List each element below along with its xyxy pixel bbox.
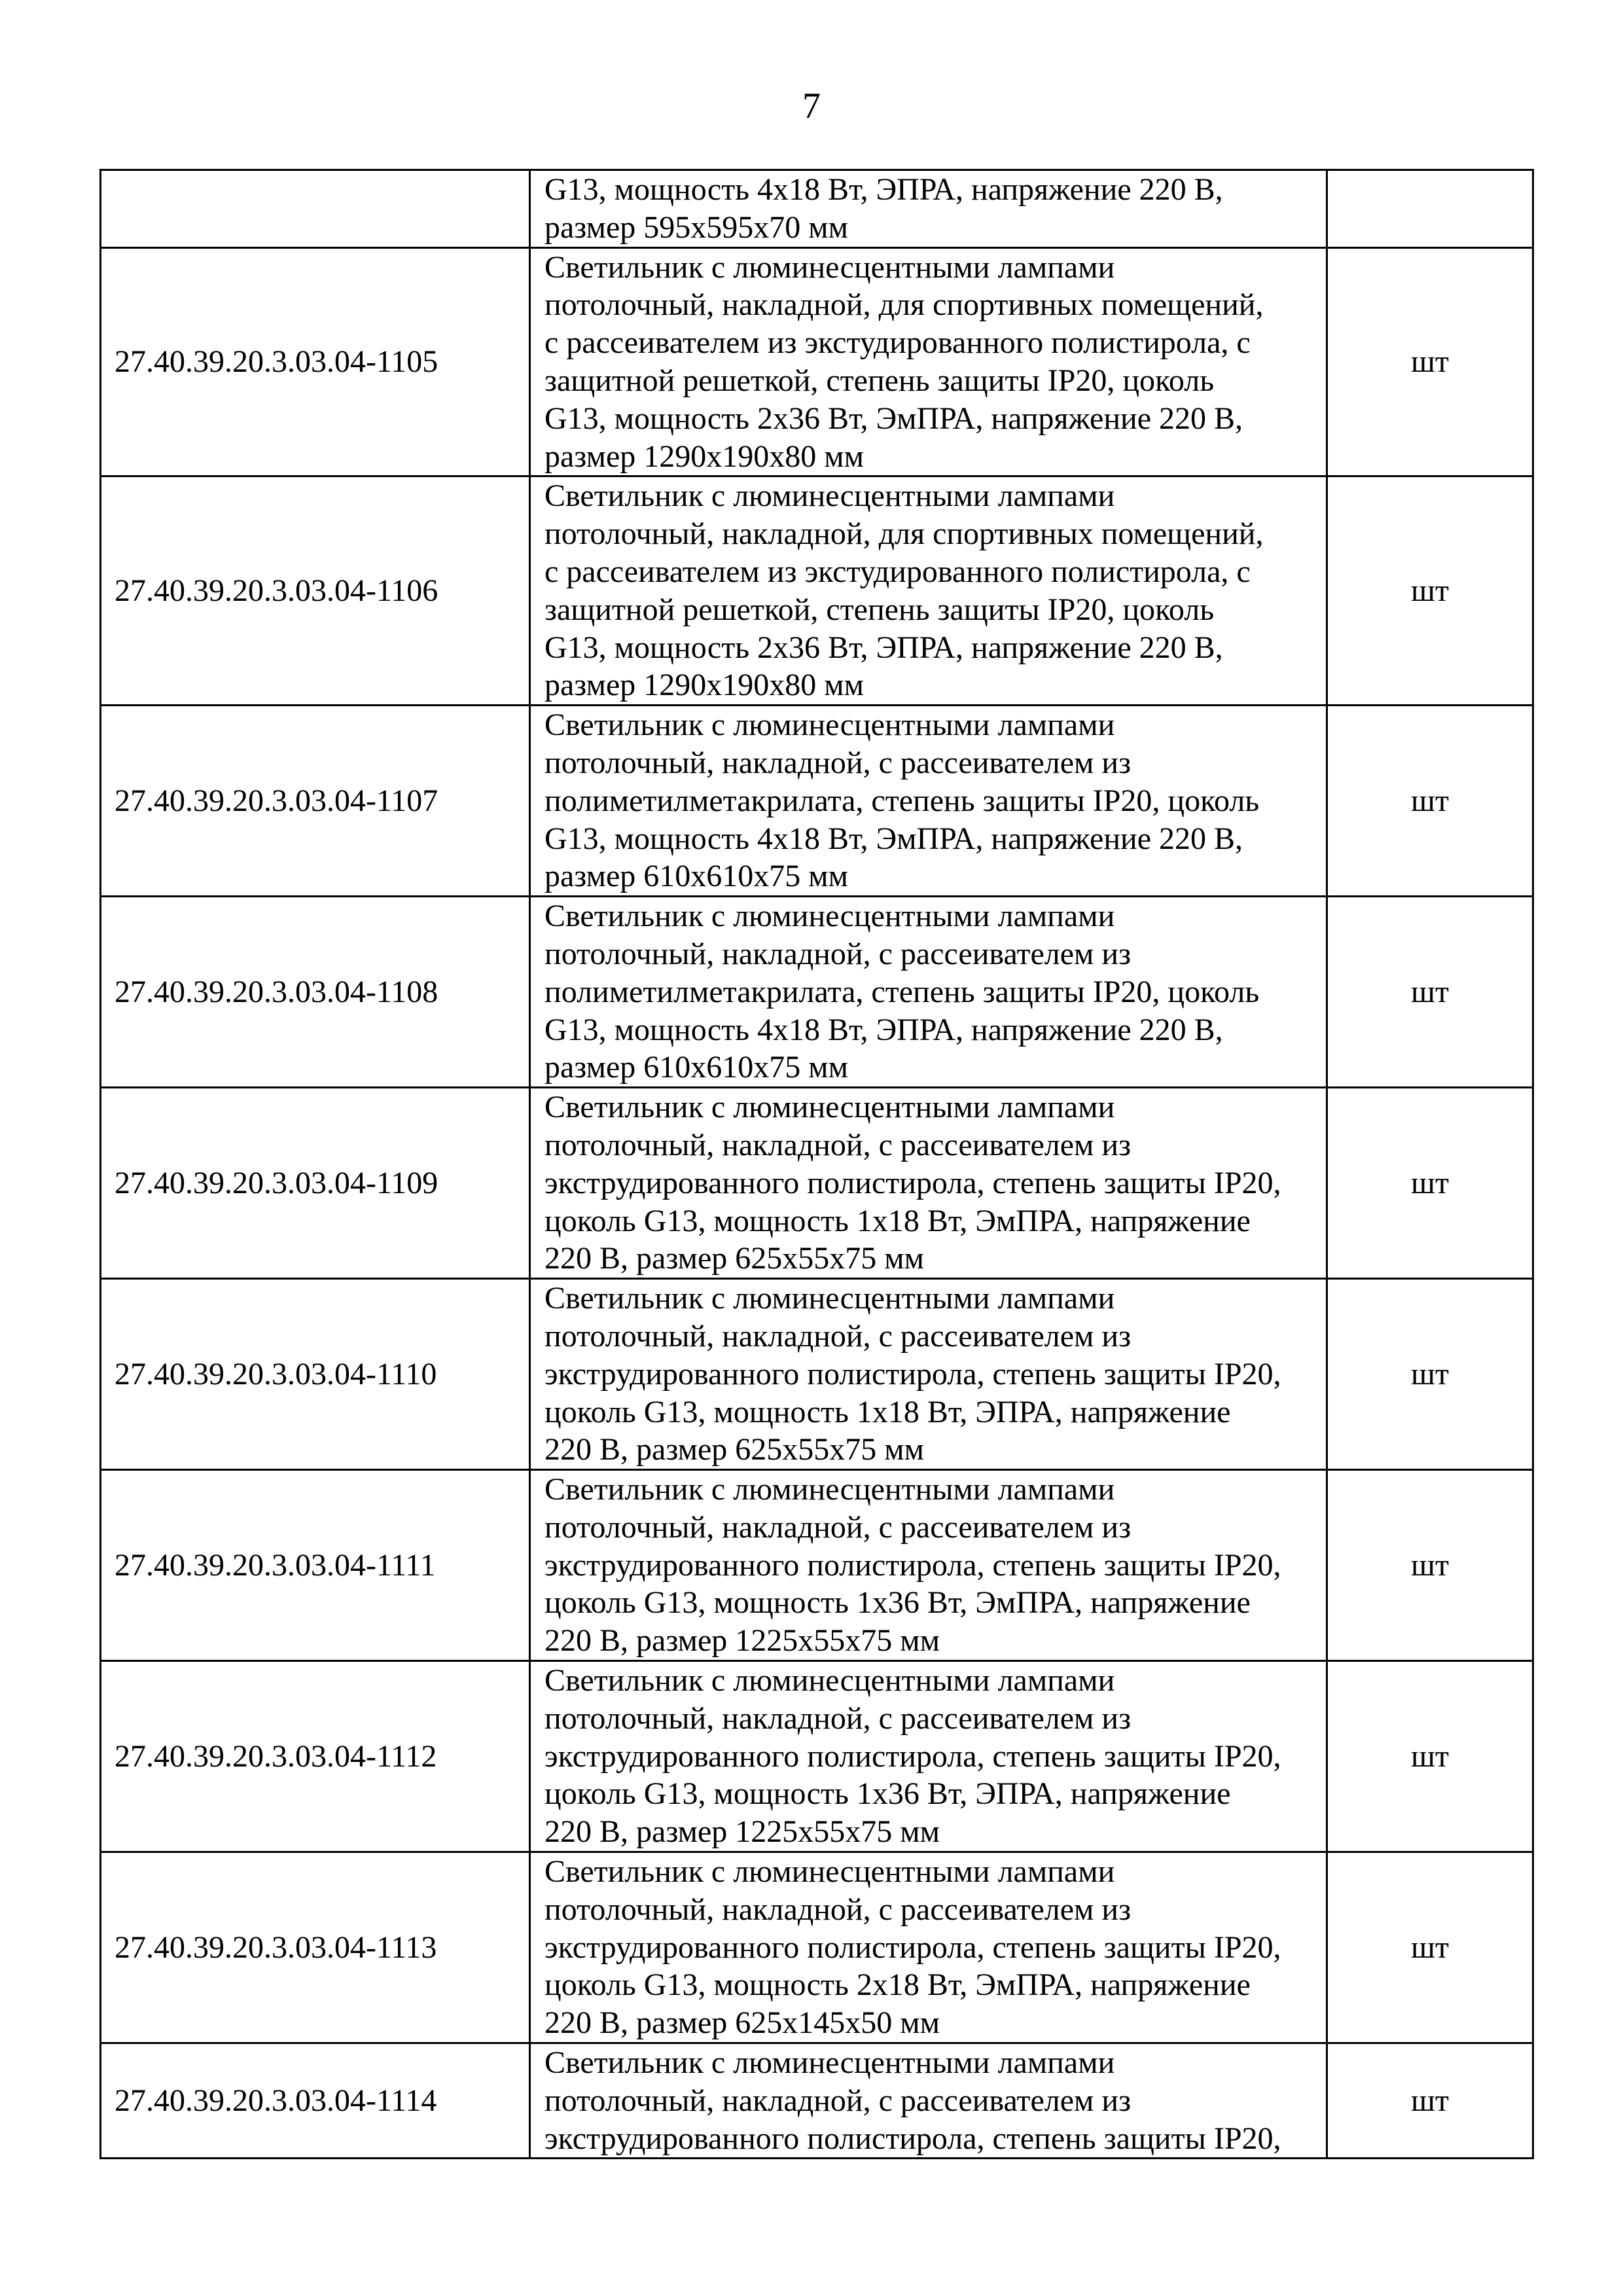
- resource-code-cell: 27.40.39.20.3.03.04-1113: [101, 1852, 530, 2043]
- table-row: [101, 1279, 1533, 1470]
- unit-cell: шт: [1327, 247, 1533, 476]
- table-row: [101, 706, 1533, 897]
- description-line: полиметилметакрилата, степень защиты IP20, цоколь: [544, 783, 1260, 818]
- table-row: [101, 170, 1533, 248]
- description-line: Светильник с люминесцентными лампами: [544, 1663, 1115, 1698]
- page-number: 7: [802, 86, 821, 126]
- resource-description-cell: [530, 1852, 1327, 2043]
- description-line: потолочный, накладной, для спортивных помещений,: [544, 287, 1264, 323]
- resource-code-cell: 27.40.39.20.3.03.04-1111: [101, 1470, 530, 1661]
- description-line: Светильник с люминесцентными лампами: [544, 708, 1115, 743]
- description-line: G13, мощность 2x36 Вт, ЭмПРА, напряжение 220 В,: [544, 401, 1243, 436]
- resource-code-cell: [101, 170, 530, 248]
- unit-cell: шт: [1327, 476, 1533, 706]
- description-line: G13, мощность 2x36 Вт, ЭПРА, напряжение 220 В,: [544, 630, 1223, 665]
- description-line: 220 В, размер 625x55x75 мм: [544, 1241, 925, 1276]
- unit-cell: [1327, 170, 1533, 248]
- resource-description-cell: [530, 170, 1327, 248]
- description-line: потолочный, накладной, с рассеивателем из: [544, 1509, 1132, 1545]
- resource-code-cell: 27.40.39.20.3.03.04-1107: [101, 706, 530, 897]
- description-line: экструдированного полистирола, степень защиты IP20,: [544, 1738, 1281, 1774]
- table-row: [101, 1852, 1533, 2043]
- description-line: полиметилметакрилата, степень защиты IP20, цоколь: [544, 974, 1260, 1009]
- description-line: цоколь G13, мощность 1x18 Вт, ЭмПРА, напряжение: [544, 1203, 1251, 1238]
- description-line: защитной решеткой, степень защиты IP20, цоколь: [544, 592, 1215, 627]
- resource-table: [99, 169, 1534, 2159]
- resource-description-cell: [530, 247, 1327, 476]
- table-row: [101, 1661, 1533, 1852]
- description-line: Светильник с люминесцентными лампами: [544, 1472, 1115, 1507]
- description-line: цоколь G13, мощность 2x18 Вт, ЭмПРА, напряжение: [544, 1967, 1251, 2003]
- description-line: 220 В, размер 1225x55x75 мм: [544, 1814, 940, 1850]
- unit-cell: шт: [1327, 1852, 1533, 2043]
- description-line: потолочный, накладной, с рассеивателем из: [544, 1127, 1132, 1162]
- description-line: цоколь G13, мощность 1x18 Вт, ЭПРА, напряжение: [544, 1394, 1231, 1429]
- description-line: потолочный, накладной, с рассеивателем из: [544, 936, 1132, 971]
- description-line: G13, мощность 4x18 Вт, ЭмПРА, напряжение 220 В,: [544, 821, 1243, 856]
- resource-table-body: [101, 170, 1533, 2159]
- description-line: цоколь G13, мощность 1x36 Вт, ЭПРА, напряжение: [544, 1776, 1231, 1812]
- resource-description-cell: [530, 897, 1327, 1088]
- resource-description-cell: [530, 1661, 1327, 1852]
- unit-cell: шт: [1327, 1279, 1533, 1470]
- table-row: [101, 1470, 1533, 1661]
- resource-code-cell: 27.40.39.20.3.03.04-1114: [101, 2043, 530, 2159]
- description-line: потолочный, накладной, с рассеивателем из: [544, 1700, 1132, 1736]
- description-line: потолочный, накладной, с рассеивателем из: [544, 745, 1132, 780]
- resource-description-cell: [530, 1088, 1327, 1279]
- description-line: экструдированного полистирола, степень защиты IP20,: [544, 2121, 1281, 2156]
- description-line: 220 В, размер 625x55x75 мм: [544, 1432, 925, 1467]
- description-line: Светильник с люминесцентными лампами: [544, 1854, 1115, 1890]
- description-line: Светильник с люминесцентными лампами: [544, 2045, 1115, 2081]
- description-line: потолочный, накладной, с рассеивателем из: [544, 1892, 1132, 1927]
- description-line: потолочный, накладной, для спортивных помещений,: [544, 516, 1264, 552]
- resource-code-cell: 27.40.39.20.3.03.04-1112: [101, 1661, 530, 1852]
- description-line: размер 1290x190x80 мм: [544, 668, 865, 703]
- unit-cell: шт: [1327, 1088, 1533, 1279]
- description-line: G13, мощность 4x18 Вт, ЭПРА, напряжение 220 В,: [544, 172, 1223, 207]
- description-line: потолочный, накладной, с рассеивателем из: [544, 1318, 1132, 1354]
- table-row: [101, 476, 1533, 706]
- description-line: Светильник с люминесцентными лампами: [544, 249, 1115, 285]
- table-row: [101, 1088, 1533, 1279]
- description-line: 220 В, размер 1225x55x75 мм: [544, 1623, 940, 1659]
- resource-code-cell: 27.40.39.20.3.03.04-1110: [101, 1279, 530, 1470]
- description-line: экструдированного полистирола, степень защиты IP20,: [544, 1929, 1281, 1965]
- description-line: G13, мощность 4x18 Вт, ЭПРА, напряжение 220 В,: [544, 1012, 1223, 1047]
- description-line: с рассеивателем из экстудированного полистирола, с: [544, 554, 1251, 589]
- description-line: Светильник с люминесцентными лампами: [544, 1090, 1115, 1125]
- resource-code-cell: 27.40.39.20.3.03.04-1106: [101, 476, 530, 706]
- unit-cell: шт: [1327, 706, 1533, 897]
- resource-description-cell: [530, 476, 1327, 706]
- description-line: Светильник с люминесцентными лампами: [544, 899, 1115, 934]
- resource-code-cell: 27.40.39.20.3.03.04-1108: [101, 897, 530, 1088]
- unit-cell: шт: [1327, 897, 1533, 1088]
- description-line: 220 В, размер 625x145x50 мм: [544, 2005, 940, 2041]
- resource-description-cell: [530, 2043, 1327, 2159]
- unit-cell: шт: [1327, 2043, 1533, 2159]
- description-line: размер 610x610x75 мм: [544, 859, 849, 894]
- unit-cell: шт: [1327, 1470, 1533, 1661]
- resource-description-cell: [530, 1279, 1327, 1470]
- description-line: экструдированного полистирола, степень защиты IP20,: [544, 1165, 1281, 1200]
- description-line: размер 610x610x75 мм: [544, 1050, 849, 1085]
- description-line: Светильник с люминесцентными лампами: [544, 478, 1115, 514]
- description-line: потолочный, накладной, с рассеивателем из: [544, 2083, 1132, 2118]
- resource-description-cell: [530, 1470, 1327, 1661]
- description-line: размер 1290x190x80 мм: [544, 439, 865, 474]
- description-line: с рассеивателем из экстудированного полистирола, с: [544, 325, 1251, 361]
- description-line: цоколь G13, мощность 1x36 Вт, ЭмПРА, напряжение: [544, 1585, 1251, 1621]
- resource-code-cell: 27.40.39.20.3.03.04-1105: [101, 247, 530, 476]
- description-line: защитной решеткой, степень защиты IP20, цоколь: [544, 363, 1215, 398]
- description-line: Светильник с люминесцентными лампами: [544, 1281, 1115, 1316]
- resource-description-cell: [530, 706, 1327, 897]
- description-line: экструдированного полистирола, степень защиты IP20,: [544, 1547, 1281, 1583]
- description-line: размер 595x595x70 мм: [544, 209, 849, 245]
- table-row: [101, 897, 1533, 1088]
- table-row: [101, 247, 1533, 476]
- resource-code-cell: 27.40.39.20.3.03.04-1109: [101, 1088, 530, 1279]
- unit-cell: шт: [1327, 1661, 1533, 1852]
- description-line: экструдированного полистирола, степень защиты IP20,: [544, 1356, 1281, 1391]
- table-row: [101, 2043, 1533, 2159]
